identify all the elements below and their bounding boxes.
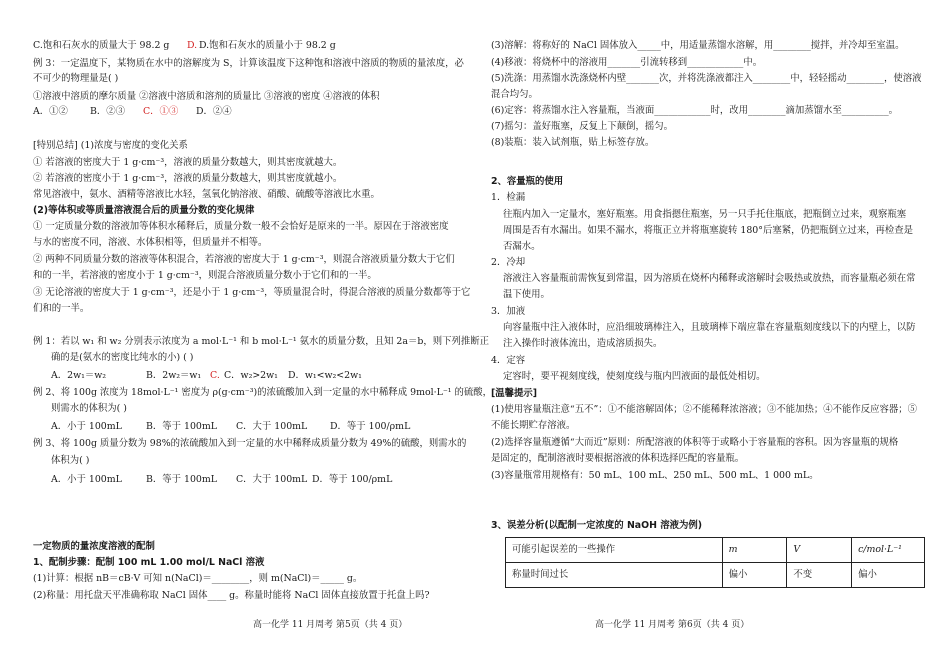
example-3b-option-d: D．等于 100/ρmL	[312, 474, 393, 485]
add-liquid-text-2: 注入操作时液体流出，造成溶质损失。	[503, 338, 663, 349]
example-2-option-d: D．等于 100/ρmL	[330, 421, 411, 432]
example-3-question-cont: 不可少的物理量是( )	[33, 73, 119, 84]
subheading-leak-check: 1．检漏	[491, 192, 526, 203]
tip-3: (3)容量瓶常用规格有：50 mL、100 mL、250 mL、500 mL、1 000 mL。	[491, 470, 819, 481]
step-1-calculate: (1)计算：根据 nB＝cB·V 可知 n(NaCl)＝________，则 m(NaCl)＝_____ g。	[33, 573, 363, 584]
rule-1: ① 一定质量分数的溶液加等体积水稀释后，质量分数一般不会恰好是原来的一半。原因在于溶液密度	[33, 221, 449, 232]
cool-text-2: 温下使用。	[503, 289, 550, 300]
step-2-weigh: (2)称量：用托盘天平准确称取 NaCl 固体____ g。称量时能将 NaCl 固体直接放置于托盘上吗?	[33, 590, 430, 601]
tips-heading: [温馨提示]	[491, 388, 538, 399]
option-d: D.饱和石灰水的质量小于 98.2 g	[199, 40, 336, 51]
summary-point-2: ② 若溶液的密度小于 1 g·cm⁻³，溶液的质量分数越大，则其密度就越小。	[33, 173, 343, 184]
preparation-steps-heading: 1、配制步骤：配制 100 mL 1.00 mol/L NaCl 溶液	[33, 557, 265, 568]
example-3-option-a: A．①②	[33, 106, 68, 117]
example-2-question-cont: 则需水的体积为( )	[51, 403, 127, 414]
example-3b-option-b: B．等于 100mL	[146, 474, 218, 485]
example-3b-option-c: C．大于 100mL	[236, 474, 308, 485]
tip-2: (2)选择容量瓶遵循“大而近”原则：所配溶液的体积等于或略小于容量瓶的容积。因为容量瓶的规格	[491, 437, 899, 448]
step-3-dissolve: (3)溶解：将称好的 NaCl 固体放入_____中，用适量蒸馏水溶解，用________搅拌，并冷却至室温。	[491, 40, 905, 51]
table-cell-v: 不变	[787, 563, 852, 588]
example-3b-question: 例 3、将 100g 质量分数为 98%的浓硫酸加入到一定量的水中稀释成质量分数为 49%的硫酸，则需水的	[33, 438, 467, 449]
example-3-option-d: D．②④	[196, 106, 232, 117]
page-footer-right: 高一化学 11 月周考 第6页（共 4 页）	[595, 620, 750, 630]
example-1-option-c: C．w₂>2w₁	[224, 370, 278, 381]
cool-text: 溶液注入容量瓶前需恢复到常温，因为溶质在烧杯内稀释或溶解时会吸热或放热，而容量瓶必须在常	[503, 273, 916, 284]
tip-1: (1)使用容量瓶注意“五不”：①不能溶解固体；②不能稀释浓溶液；③不能加热；④不能作反应容器；⑤	[491, 404, 917, 415]
table-header-c-text: c/mol·L⁻¹	[858, 544, 902, 556]
option-c-line	[33, 40, 169, 52]
table-cell-m: 偏小	[722, 563, 787, 588]
table-row	[506, 563, 925, 588]
example-3-question: 例 3：一定温度下，某物质在水中的溶解度为 S，计算该温度下这种饱和溶液中溶质的物质的量浓度，必	[33, 58, 464, 69]
rule-1-cont: 与水的密度不同，溶液、水体积相等，但质量并不相等。	[33, 237, 268, 248]
tip-1-cont: 不能长期贮存溶液。	[491, 420, 576, 431]
example-1-option-c-letter: C.	[210, 370, 220, 381]
page-footer-left: 高一化学 11 月周考 第5页（共 4 页）	[253, 620, 408, 630]
option-c: C.饱和石灰水的质量大于 98.2 g	[33, 40, 170, 51]
example-2-question: 例 2、将 100g 浓度为 18mol·L⁻¹ 密度为 ρ(g·cm⁻³)的浓硫酸加入到一定量的水中稀释成 9mol·L⁻¹ 的硫酸，	[33, 387, 493, 398]
subheading-fix-volume: 4．定容	[491, 355, 526, 366]
table-header-c	[852, 538, 925, 563]
fix-volume-text: 定容时，要平视刻度线，使刻度线与瓶内凹液面的最低处相切。	[503, 371, 766, 382]
tip-2-cont: 是固定的，配制溶液时要根据溶液的体积选择匹配的容量瓶。	[491, 453, 745, 464]
table-header-v: V	[787, 538, 852, 563]
subheading-cool: 2．冷却	[491, 257, 526, 268]
subheading-add-liquid: 3．加液	[491, 306, 526, 317]
summary-point-1: ① 若溶液的密度大于 1 g·cm⁻³，溶液的质量分数越大，则其密度就越大。	[33, 157, 343, 168]
add-liquid-text: 向容量瓶中注入液体时，应沿细玻璃棒注入，且玻璃棒下端应靠在容量瓶刻度线以下的内壁上，以防	[503, 322, 916, 333]
example-3-option-c: C．①③	[143, 106, 179, 117]
table-header-operation: 可能引起误差的一些操作	[506, 538, 723, 563]
table-cell-c: 偏小	[852, 563, 925, 588]
example-3b-question-cont: 体积为( )	[51, 455, 90, 466]
table-header-row	[506, 538, 925, 563]
rule-2: ② 两种不同质量分数的溶液等体积混合，若溶液的密度大于 1 g·cm⁻³，则混合溶液质量分数大于它们	[33, 254, 455, 265]
example-1-option-d: D．w₁<w₂<2w₁	[288, 370, 362, 381]
example-1-option-b: B．2w₂＝w₁	[146, 370, 202, 381]
example-1-question: 例 1：若以 w₁ 和 w₂ 分别表示浓度为 a mol·L⁻¹ 和 b mol·L⁻¹ 氨水的质量分数，且知 2a＝b，则下列推断正	[33, 336, 489, 347]
step-8-bottle: (8)装瓶：装入试剂瓶，贴上标签存放。	[491, 137, 655, 148]
rule-3: ③ 无论溶液的密度大于 1 g·cm⁻³，还是小于 1 g·cm⁻³，等质量混合时，得混合溶液的质量分数都等于它	[33, 287, 471, 298]
step-4-transfer: (4)移液：将烧杯中的溶液用_______引流转移到____________中。	[491, 57, 763, 68]
section-title-volumetric-flask: 2、容量瓶的使用	[491, 176, 564, 187]
example-1-option-a: A．2w₁＝w₂	[51, 370, 107, 381]
rule-2-cont: 和的一半，若溶液的密度小于 1 g·cm⁻³，则混合溶液质量分数小于它们和的一半。	[33, 270, 377, 281]
example-1-question-cont: 确的是(氨水的密度比纯水的小) ( )	[51, 352, 194, 363]
leak-check-text: 往瓶内加入一定量水，塞好瓶塞。用食指摁住瓶塞，另一只手托住瓶底，把瓶倒立过来，观察瓶塞	[503, 209, 907, 220]
summary-heading-2: (2)等体积或等质量溶液混合后的质量分数的变化规律	[33, 205, 255, 216]
table-cell-operation: 称量时间过长	[506, 563, 723, 588]
error-analysis-table	[505, 537, 925, 588]
step-5-wash: (5)洗涤：用蒸馏水洗涤烧杯内壁_______次，并将洗涤液都注入________中，轻轻摇动________，使溶液	[491, 73, 922, 84]
summary-heading: [特别总结] (1)浓度与密度的变化关系	[33, 140, 188, 151]
section-title-error-analysis: 3、误差分析(以配制一定浓度的 NaOH 溶液为例)	[491, 520, 702, 531]
example-2-option-b: B．等于 100mL	[146, 421, 218, 432]
rule-3-cont: 们和的一半。	[33, 303, 90, 314]
table-header-m: m	[722, 538, 787, 563]
example-3b-option-a: A．小于 100mL	[51, 474, 122, 485]
summary-note: 常见溶液中，氨水、酒精等溶液比水轻，氢氧化钠溶液、硝酸、硫酸等溶液比水重。	[33, 189, 380, 200]
leak-check-text-2: 周围是否有水漏出。如果不漏水，将瓶正立并将瓶塞旋转 180°后塞紧，仍把瓶倒立过来，再检查是	[503, 225, 913, 236]
step-7-shake: (7)摇匀：盖好瓶塞，反复上下颠倒，摇匀。	[491, 121, 674, 132]
option-d-letter: D.	[187, 40, 198, 51]
example-2-option-c: C．大于 100mL	[236, 421, 308, 432]
example-3-option-b: B．②③	[90, 106, 126, 117]
example-2-option-a: A．小于 100mL	[51, 421, 122, 432]
example-3-items: ①溶液中溶质的摩尔质量 ②溶液中溶质和溶剂的质量比 ③溶液的密度 ④溶液的体积	[33, 91, 380, 102]
leak-check-text-3: 否漏水。	[503, 241, 541, 252]
step-5-wash-cont: 混合均匀。	[491, 89, 538, 100]
section-title-preparation: 一定物质的量浓度溶液的配制	[33, 541, 155, 552]
step-6-fix-volume: (6)定容：将蒸馏水注入容量瓶，当液面____________时，改用________滴加蒸馏水至__________。	[491, 105, 899, 116]
